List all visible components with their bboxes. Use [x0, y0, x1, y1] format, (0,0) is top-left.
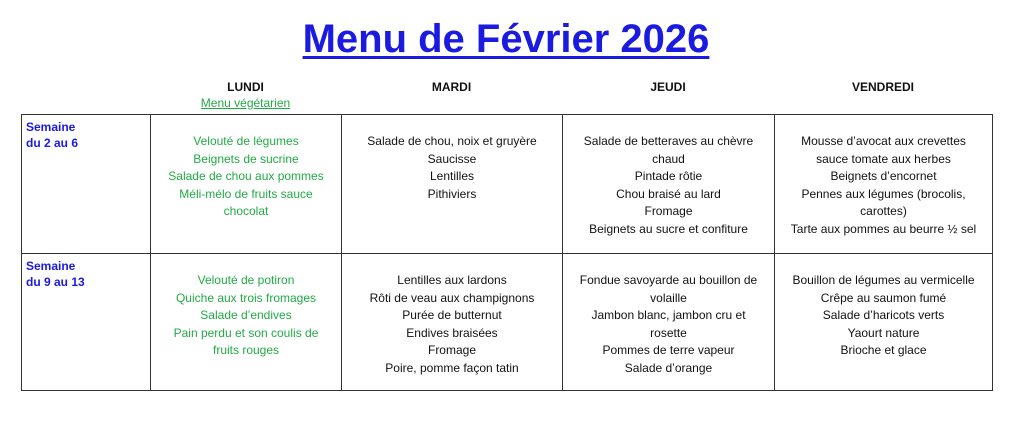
menu-item: Purée de butternut — [402, 308, 502, 322]
week-label-line: Semaine — [26, 259, 76, 273]
menu-cell-mardi — [342, 254, 563, 391]
week-label-cell — [22, 115, 151, 254]
day-header-mardi — [341, 80, 562, 95]
menu-cell-vendredi — [775, 115, 993, 254]
menu-item: rosette — [650, 325, 687, 340]
menu-item: Salade de chou aux pommes — [168, 169, 324, 183]
menu-item: Salade de chou, noix et gruyère — [367, 134, 537, 148]
menu-item: Salade d’orange — [624, 360, 713, 375]
menu-item: Yaourt nature — [847, 325, 920, 340]
menu-item: Poire, pomme façon tatin — [385, 360, 519, 375]
menu-item: chocolat — [223, 204, 269, 218]
week-label-cell — [22, 254, 151, 391]
menu-item: Mousse d’avocat aux crevettes — [801, 134, 966, 148]
week-row — [22, 115, 993, 254]
menu-item: Tarte aux pommes au beurre ½ sel — [790, 221, 977, 236]
page-title: Menu de Février 2026 — [302, 17, 710, 61]
menu-item: Rôti de veau aux champignons — [369, 290, 535, 305]
menu-item: Pithiviers — [427, 186, 477, 201]
menu-item: volaille — [650, 290, 687, 305]
day-name: JEUDI — [650, 80, 686, 94]
menu-item: Pennes aux légumes (brocolis, — [801, 186, 966, 201]
menu-item: sauce tomate aux herbes — [816, 151, 951, 166]
day-name: LUNDI — [227, 80, 264, 94]
week-label-line: Semaine — [26, 120, 76, 134]
menu-item: Fromage — [644, 204, 693, 218]
menu-item: Pain perdu et son coulis de — [173, 325, 319, 340]
menu-item: Velouté de légumes — [193, 134, 299, 148]
menu-item: Endives braisées — [406, 325, 498, 340]
week-row — [22, 254, 993, 391]
menu-table — [21, 114, 993, 391]
menu-item: Fondue savoyarde au bouillon de — [579, 273, 758, 287]
menu-item: Beignets de sucrine — [193, 151, 299, 166]
menu-cell-lundi — [151, 254, 342, 391]
menu-item: Crêpe au saumon fumé — [820, 290, 947, 305]
menu-item: Quiche aux trois fromages — [175, 290, 317, 305]
menu-cell-mardi — [342, 115, 563, 254]
menu-item: Salade d’haricots verts — [822, 308, 945, 322]
menu-item: Méli-mélo de fruits sauce — [179, 186, 313, 201]
menu-item: Saucisse — [427, 151, 477, 166]
menu-item: Salade d’endives — [200, 308, 292, 322]
menu-item: Pintade rôtie — [634, 169, 703, 183]
day-header-vendredi — [774, 80, 992, 95]
menu-item: Lentilles aux lardons — [397, 273, 507, 287]
menu-item: Jambon blanc, jambon cru et — [591, 308, 746, 322]
menu-cell-lundi — [151, 115, 342, 254]
menu-item: Velouté de potiron — [197, 273, 295, 287]
menu-cell-vendredi — [775, 254, 993, 391]
menu-item: Lentilles — [429, 169, 475, 183]
menu-item: Chou braisé au lard — [616, 186, 721, 201]
menu-item: Fromage — [427, 343, 477, 357]
week-dates: du 9 au 13 — [26, 275, 85, 289]
week-dates: du 2 au 6 — [26, 136, 79, 150]
day-header-jeudi — [562, 80, 774, 95]
menu-item: Pommes de terre vapeur — [602, 343, 735, 357]
menu-item: Salade de betteraves au chèvre — [583, 134, 754, 148]
menu-item: fruits rouges — [212, 343, 280, 357]
day-name: MARDI — [431, 80, 472, 94]
vegetarian-menu-label: Menu végétarien — [200, 96, 291, 110]
menu-item: Brioche et glace — [840, 343, 927, 357]
menu-item: carottes) — [860, 204, 907, 218]
day-name: VENDREDI — [851, 80, 914, 94]
menu-item: chaud — [652, 151, 685, 166]
menu-cell-jeudi — [563, 254, 775, 391]
day-header-lundi — [150, 80, 341, 111]
menu-item: Beignets au sucre et confiture — [589, 221, 748, 236]
menu-cell-jeudi — [563, 115, 775, 254]
menu-item: Bouillon de légumes au vermicelle — [792, 273, 975, 287]
menu-item: Beignets d’encornet — [830, 169, 937, 183]
